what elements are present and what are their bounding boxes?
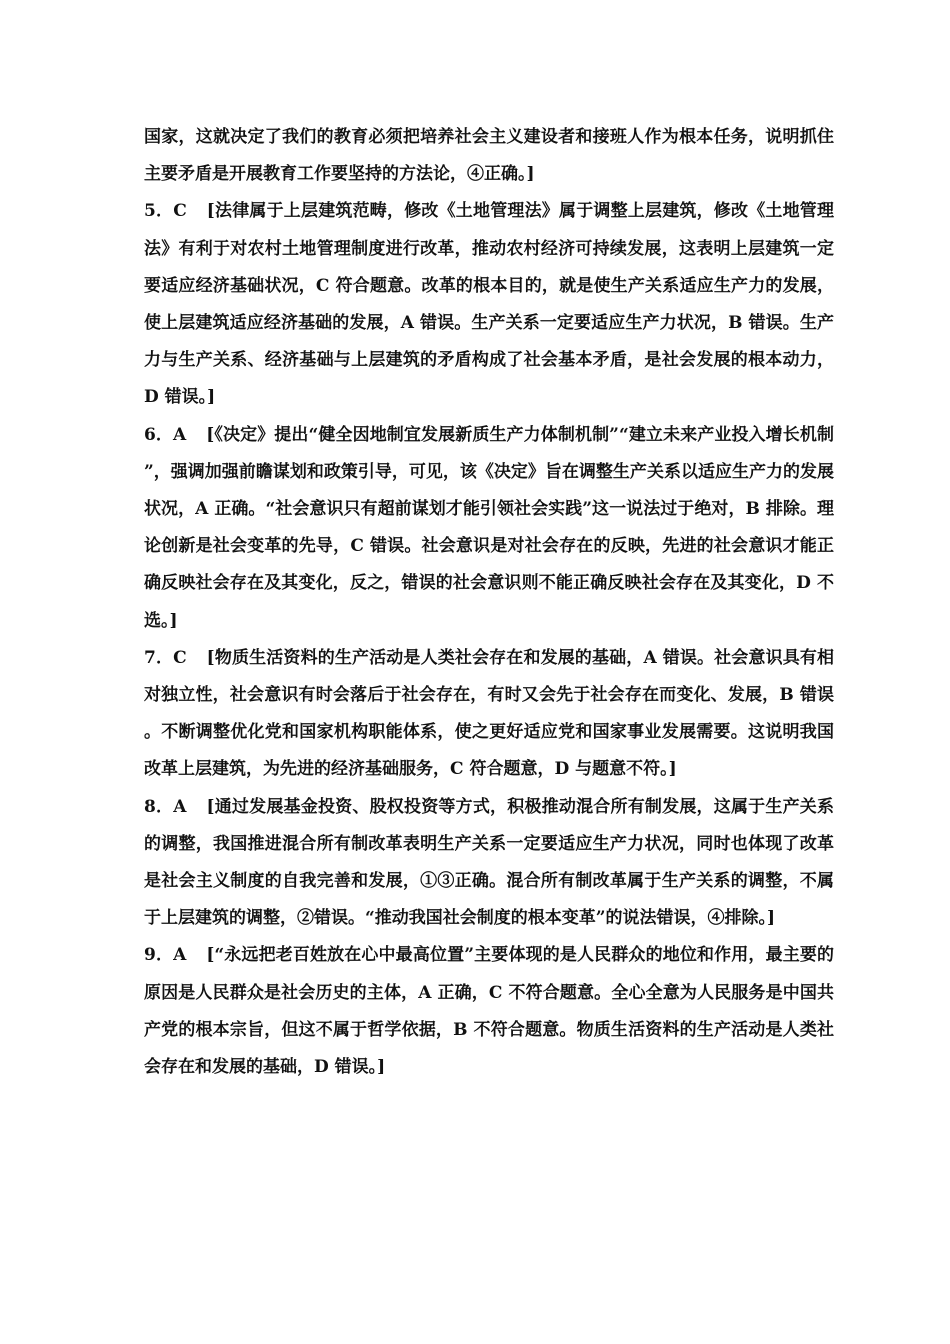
answer-explanation: [通过发展基金投资、股权投资等方式，积极推动混合所有制发展，这属于生产关系的调整，我国推进混合所有制改革表明生产关系一定要适应生产力状况，同时也体现了改革是社会主义制度的自我完善和发展，①③正确。混合所有制改革属于生产关系的调整，不属于上层建筑的调整，②错误。“推动我国社会制度的根本变革”的说法错误，④排除。] (144, 796, 834, 929)
question-number: 5．C (144, 201, 187, 222)
paragraph-continuation (144, 119, 834, 193)
answer-item-8 (144, 789, 834, 938)
question-number: 8．A (144, 796, 187, 817)
answer-item-5 (144, 193, 834, 416)
question-number: 9．A (144, 945, 187, 966)
answer-explanation: [“永远把老百姓放在心中最高位置”主要体现的是人民群众的地位和作用，最主要的原因是人民群众是社会历史的主体，A 正确，C 不符合题意。全心全意为人民服务是中国共产党的根本宗旨，但这不属于哲学依据，B 不符合题意。物质生活资料的生产活动是人类社会存在和发展的基础，D 错误。] (144, 945, 834, 1078)
answer-explanation: [法律属于上层建筑范畴，修改《土地管理法》属于调整上层建筑，修改《土地管理法》有利于对农村土地管理制度进行改革，推动农村经济可持续发展，这表明上层建筑一定要适应经济基础状况，C 符合题意。改革的根本目的，就是使生产关系适应生产力的发展，使上层建筑适应经济基础的发展，A 错误。生产关系一定要适应生产力状况，B 错误。生产力与生产关系、经济基础与上层建筑的矛盾构成了社会基本矛盾，是社会发展的根本动力，D 错误。] (144, 201, 835, 408)
paragraph-text: 国家，这就决定了我们的教育必须把培养社会主义建设者和接班人作为根本任务，说明抓住主要矛盾是开展教育工作要坚持的方法论，④正确。] (144, 127, 834, 185)
answer-item-9 (144, 937, 834, 1086)
question-number: 6．A (144, 424, 187, 445)
answer-explanation: [物质生活资料的生产活动是人类社会存在和发展的基础，A 错误。社会意识具有相对独立性，社会意识有时会落后于社会存在，有时又会先于社会存在而变化、发展，B 错误。不断调整优化党和国家机构职能体系，使之更好适应党和国家事业发展需要。这说明我国改革上层建筑，为先进的经济基础服务，C 符合题意，D 与题意不符。] (144, 647, 835, 780)
answer-item-6 (144, 417, 834, 640)
question-number: 7．C (144, 647, 187, 668)
answer-explanation: [《决定》提出“健全因地制宜发展新质生产力体制机制”“建立未来产业投入增长机制”，强调加强前瞻谋划和政策引导，可见，该《决定》旨在调整生产关系以适应生产力的发展状况，A 正确。“社会意识只有超前谋划才能引领社会实践”这一说法过于绝对，B 排除。理论创新是社会变革的先导，C 错误。社会意识是对社会存在的反映，先进的社会意识才能正确反映社会存在及其变化，反之，错误的社会意识则不能正确反映社会存在及其变化，D 不选。] (144, 424, 834, 631)
answer-explanations (144, 119, 834, 1086)
answer-item-7 (144, 640, 834, 789)
